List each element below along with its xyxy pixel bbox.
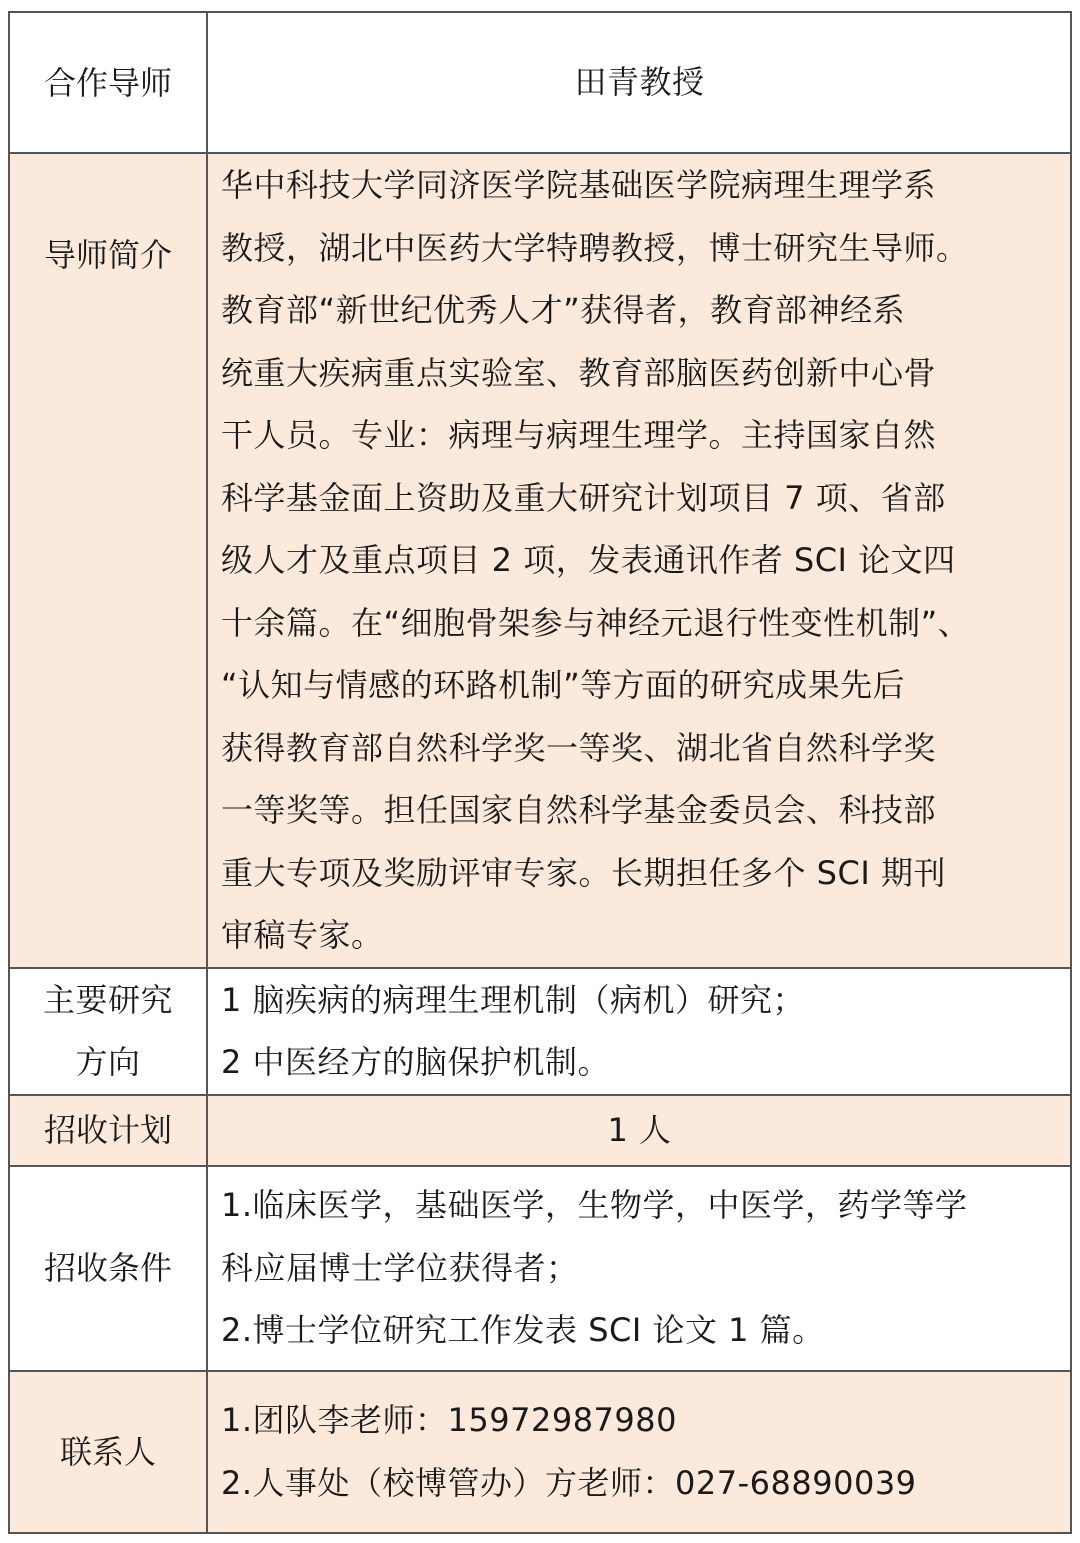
value-contact	[207, 1371, 1071, 1533]
text-line: 一等奖等。担任国家自然科学基金委员会、科技部	[221, 791, 937, 829]
text-line: 华中科技大学同济医学院基础医学院病理生理学系	[221, 166, 937, 204]
text-line: 级人才及重点项目 2 项，发表通讯作者 SCI 论文四	[221, 541, 956, 579]
text-line: 十余篇。在“细胞骨架参与神经元退行性变性机制”、	[221, 603, 971, 642]
text-line: 获得教育部自然科学奖一等奖、湖北省自然科学奖	[221, 728, 937, 767]
text-line: 教授，湖北中医药大学特聘教授，博士研究生导师。	[221, 228, 969, 267]
text-line: 1.临床医学，基础医学，生物学，中医学，药学等学	[221, 1186, 968, 1225]
text-line: 干人员。专业：病理与病理生理学。主持国家自然	[221, 416, 937, 454]
recruitment-table	[8, 11, 1072, 1534]
text-line: “认知与情感的环路机制”等方面的研究成果先后	[221, 666, 906, 704]
text-line: 1 脑疾病的病理生理机制（病机）研究；	[221, 980, 806, 1019]
label-research	[9, 968, 207, 1095]
row-conditions	[9, 1166, 1071, 1371]
value-intro	[207, 153, 1071, 968]
text-line: 统重大疾病重点实验室、教育部脑医药创新中心骨	[221, 353, 937, 392]
value-plan	[207, 1095, 1071, 1166]
text-line: 1.团队李老师：15972987980	[221, 1401, 677, 1439]
text-line: 2.博士学位研究工作发表 SCI 论文 1 篇。	[221, 1311, 825, 1350]
text-line: 审稿专家。	[221, 916, 384, 954]
text-line: 1 人	[607, 1110, 672, 1149]
text-line: 2 中医经方的脑保护机制。	[221, 1043, 611, 1081]
text-line: 教育部“新世纪优秀人才”获得者，教育部神经系	[221, 291, 906, 329]
text-line: 科学基金面上资助及重大研究计划项目 7 项、省部	[221, 478, 946, 517]
value-conditions	[207, 1166, 1071, 1371]
text-line: 重大专项及奖励评审专家。长期担任多个 SCI 期刊	[221, 853, 946, 892]
label-plan: 招收计划	[9, 1095, 207, 1166]
value-supervisor	[207, 12, 1071, 153]
row-supervisor	[9, 12, 1071, 153]
label-conditions: 招收条件	[9, 1166, 207, 1371]
label-line: 方向	[75, 1043, 141, 1081]
row-plan	[9, 1095, 1071, 1166]
row-supervisor-intro	[9, 153, 1071, 968]
text-line: 2.人事处（校博管办）方老师：027-68890039	[221, 1463, 917, 1502]
row-contact	[9, 1371, 1071, 1533]
label-intro: 导师简介	[9, 153, 207, 968]
label-supervisor: 合作导师	[9, 12, 207, 153]
label-contact: 联系人	[9, 1371, 207, 1533]
label-line: 主要研究	[42, 981, 173, 1019]
text-line: 科应届博士学位获得者；	[221, 1248, 579, 1287]
value-research	[207, 968, 1071, 1095]
row-research-direction	[9, 968, 1071, 1095]
text-line: 田青教授	[574, 63, 705, 102]
